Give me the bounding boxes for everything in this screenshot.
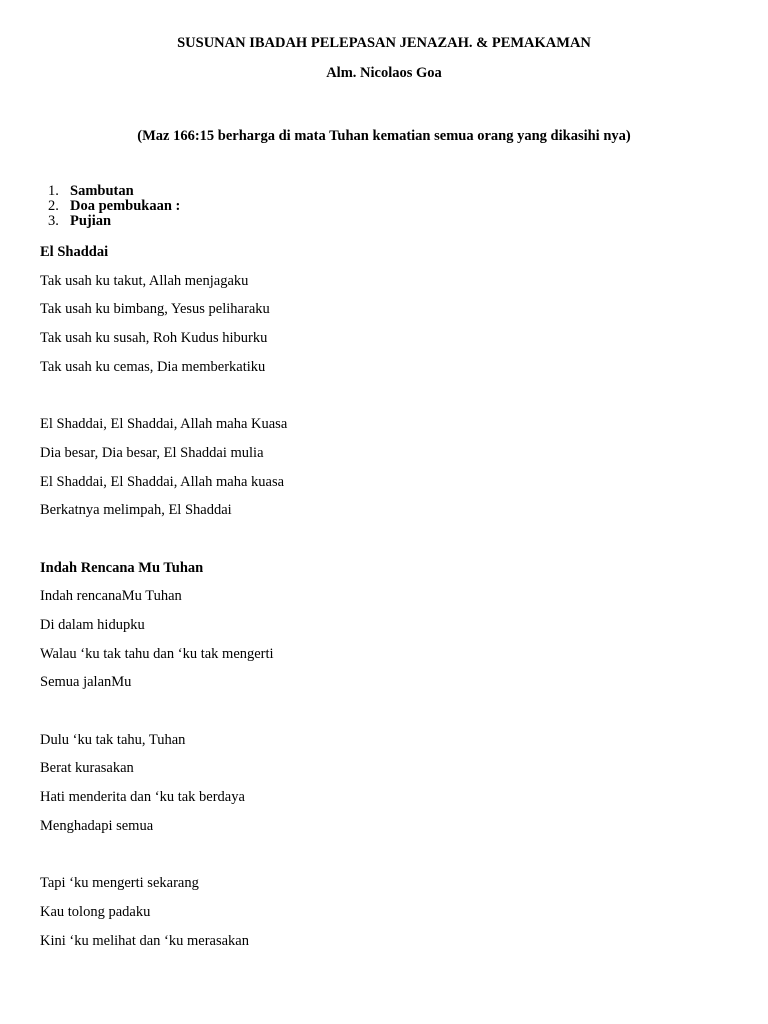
lyric-line: Kini ‘ku melihat dan ‘ku merasakan — [40, 932, 249, 949]
song-lyrics — [40, 243, 287, 960]
agenda-number: 2. — [48, 198, 59, 214]
lyric-line: Walau ‘ku tak tahu dan ‘ku tak mengerti — [40, 645, 274, 662]
lyric-line: Dia besar, Dia besar, El Shaddai mulia — [40, 444, 264, 461]
deceased-name: Alm. Nicolaos Goa — [326, 65, 442, 81]
song-title: Indah Rencana Mu Tuhan — [40, 559, 204, 576]
lyric-line: Tapi ‘ku mengerti sekarang — [40, 875, 199, 892]
lyric-line: Dulu ‘ku tak tahu, Tuhan — [40, 731, 186, 748]
lyric-line: Tak usah ku bimbang, Yesus peliharaku — [40, 301, 270, 318]
lyric-line: Tak usah ku cemas, Dia memberkatiku — [40, 358, 266, 375]
lyric-line: Berat kurasakan — [40, 760, 134, 777]
agenda-item — [48, 199, 180, 214]
agenda-list — [48, 184, 180, 229]
agenda-label: Sambutan — [70, 183, 134, 199]
agenda-label: Pujian — [70, 213, 112, 229]
agenda-item — [48, 184, 180, 199]
lyric-line: Menghadapi semua — [40, 817, 154, 834]
bible-verse: (Maz 166:15 berharga di mata Tuhan kematian semua orang yang dikasihi nya) — [137, 128, 631, 144]
lyric-line: Tak usah ku susah, Roh Kudus hiburku — [40, 330, 268, 347]
agenda-item — [48, 214, 180, 229]
document-title: SUSUNAN IBADAH PELEPASAN JENAZAH. & PEMAKAMAN — [177, 35, 591, 51]
stanza-gap — [40, 386, 287, 415]
agenda-number: 1. — [48, 183, 59, 199]
lyric-line: El Shaddai, El Shaddai, Allah maha kuasa — [40, 473, 285, 490]
lyric-line: Di dalam hidupku — [40, 616, 145, 633]
stanza-gap — [40, 702, 287, 731]
lyric-line: Kau tolong padaku — [40, 903, 151, 920]
agenda-label: Doa pembukaan : — [70, 198, 181, 214]
lyric-line: Indah rencanaMu Tuhan — [40, 588, 182, 605]
lyric-line: El Shaddai, El Shaddai, Allah maha Kuasa — [40, 416, 288, 433]
lyric-line: Semua jalanMu — [40, 674, 132, 691]
lyric-line: Tak usah ku takut, Allah menjagaku — [40, 272, 249, 289]
agenda-number: 3. — [48, 213, 59, 229]
lyric-line: Berkatnya melimpah, El Shaddai — [40, 502, 232, 519]
lyric-line: Hati menderita dan ‘ku tak berdaya — [40, 789, 245, 806]
song-title: El Shaddai — [40, 244, 109, 260]
stanza-gap — [40, 845, 287, 874]
stanza-gap — [40, 530, 287, 559]
